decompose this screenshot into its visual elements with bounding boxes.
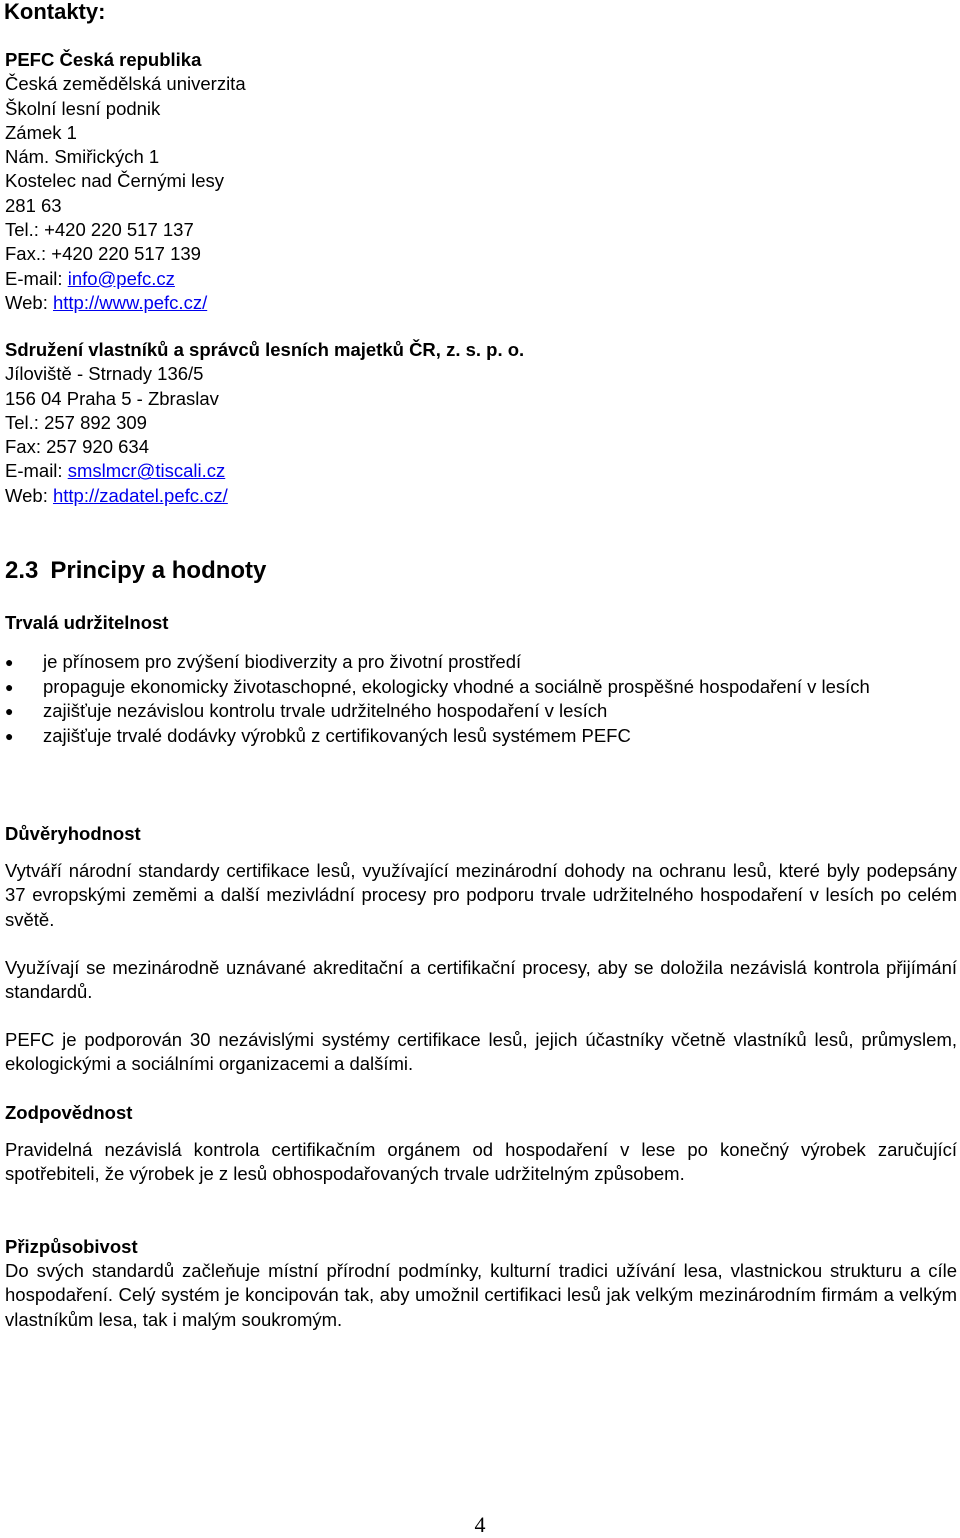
email-link[interactable]: info@pefc.cz: [67, 267, 175, 289]
email-label: E-mail:: [5, 460, 68, 482]
pefc-contact-block: [5, 48, 246, 315]
list-item-text: propaguje ekonomicky životaschopné, ekologicky vhodné a sociálně prospěšné hospodaření v lesích: [43, 675, 870, 697]
contact-email-row: [5, 267, 246, 291]
contacts-heading: Kontakty:: [4, 0, 106, 24]
list-item: [0, 675, 960, 700]
contact-org-name: Sdružení vlastníků a správců lesních majetků ČR, z. s. p. o.: [5, 339, 525, 360]
contact-address-line: Školní lesní podnik: [5, 97, 161, 119]
contact-org-name: PEFC Česká republika: [5, 49, 202, 70]
contact-address-line: Jíloviště - Strnady 136/5: [5, 363, 204, 385]
web-label: Web:: [5, 291, 53, 313]
bullet-icon: ●: [5, 654, 14, 670]
responsibility-paragraph: Pravidelná nezávislá kontrola certifikačním orgánem od hospodaření v lese po konečný výrobek zaručující spotřebiteli, že výrobek je z lesů obhospodařovaných trvale udržitelným způsobem.: [5, 1139, 957, 1185]
list-item: [0, 650, 960, 675]
web-link[interactable]: http://www.pefc.cz/: [52, 291, 208, 313]
adaptability-heading: Přizpůsobivost: [5, 1236, 138, 1257]
contact-email-row: [5, 459, 524, 483]
adaptability-paragraph: Do svých standardů začleňuje místní přírodní podmínky, kulturní tradici užívání lesa, vlastnickou strukturu a cíle hospodaření. Celý systém je koncipován tak, aby umožnil certifikaci lesů jak velkým mezinárodním firmám a velkým vlastníkům lesa, tak i malým soukromým.: [5, 1260, 957, 1330]
email-link[interactable]: smslmcr@tiscali.cz: [67, 460, 226, 482]
bullet-icon: ●: [5, 678, 14, 695]
credibility-paragraph: PEFC je podporován 30 nezávislými systémy certifikace lesů, jejich účastníky včetně vlastníků lesů, průmyslem, ekologickými a sociálními organizacemi a dalšími.: [5, 1029, 957, 1075]
contact-address-line: Kostelec nad Černými lesy: [5, 170, 225, 192]
contact-address-line: 281 63: [5, 194, 62, 216]
sustainability-heading: Trvalá udržitelnost: [5, 612, 169, 633]
web-label: Web:: [5, 484, 53, 506]
responsibility-heading: Zodpovědnost: [5, 1102, 133, 1123]
contact-web-row: [5, 291, 246, 315]
page-number: 4: [474, 1512, 486, 1537]
section-number: 2.3: [5, 557, 39, 584]
contact-web-row: [5, 484, 524, 508]
contact-address-line: Zámek 1: [5, 121, 77, 143]
credibility-paragraph: Vytváří národní standardy certifikace lesů, využívající mezinárodní dohody na ochranu lesů, které byly podepsány 37 evropskými zeměmi a další mezivládní procesy pro podporu trvale udržitelného hospodaření v lesích po celém světě.: [5, 860, 957, 930]
list-item-text: je přínosem pro zvýšení biodiverzity a pro životní prostředí: [43, 651, 522, 672]
contact-phone: Tel.: 257 892 309: [5, 411, 147, 433]
bullet-icon: ●: [5, 727, 14, 744]
web-link[interactable]: http://zadatel.pefc.cz/: [52, 484, 228, 506]
section-title: Principy a hodnoty: [50, 557, 267, 584]
list-item: [0, 724, 960, 749]
sustainability-bullet-list: [0, 650, 960, 748]
contact-fax: Fax.: +420 220 517 139: [5, 243, 201, 265]
credibility-heading: Důvěryhodnost: [5, 823, 141, 844]
contact-address-line: Česká zemědělská univerzita: [5, 73, 246, 95]
section-heading: [5, 555, 266, 587]
list-item-text: zajišťuje trvalé dodávky výrobků z certifikovaných lesů systémem PEFC: [43, 724, 631, 746]
contact-fax: Fax: 257 920 634: [5, 436, 149, 458]
credibility-paragraph: Využívají se mezinárodně uznávané akreditační a certifikační procesy, aby se doložila nezávislá kontrola přijímání standardů.: [5, 957, 957, 1003]
email-label: E-mail:: [5, 267, 68, 289]
contact-address-line: 156 04 Praha 5 - Zbraslav: [5, 387, 219, 409]
bullet-icon: ●: [5, 703, 14, 719]
contact-phone: Tel.: +420 220 517 137: [5, 219, 194, 241]
list-item: [0, 699, 960, 724]
list-item-text: zajišťuje nezávislou kontrolu trvale udržitelného hospodaření v lesích: [43, 700, 608, 721]
owners-association-contact-block: [5, 338, 524, 508]
contact-address-line: Nám. Smiřických 1: [5, 146, 160, 168]
